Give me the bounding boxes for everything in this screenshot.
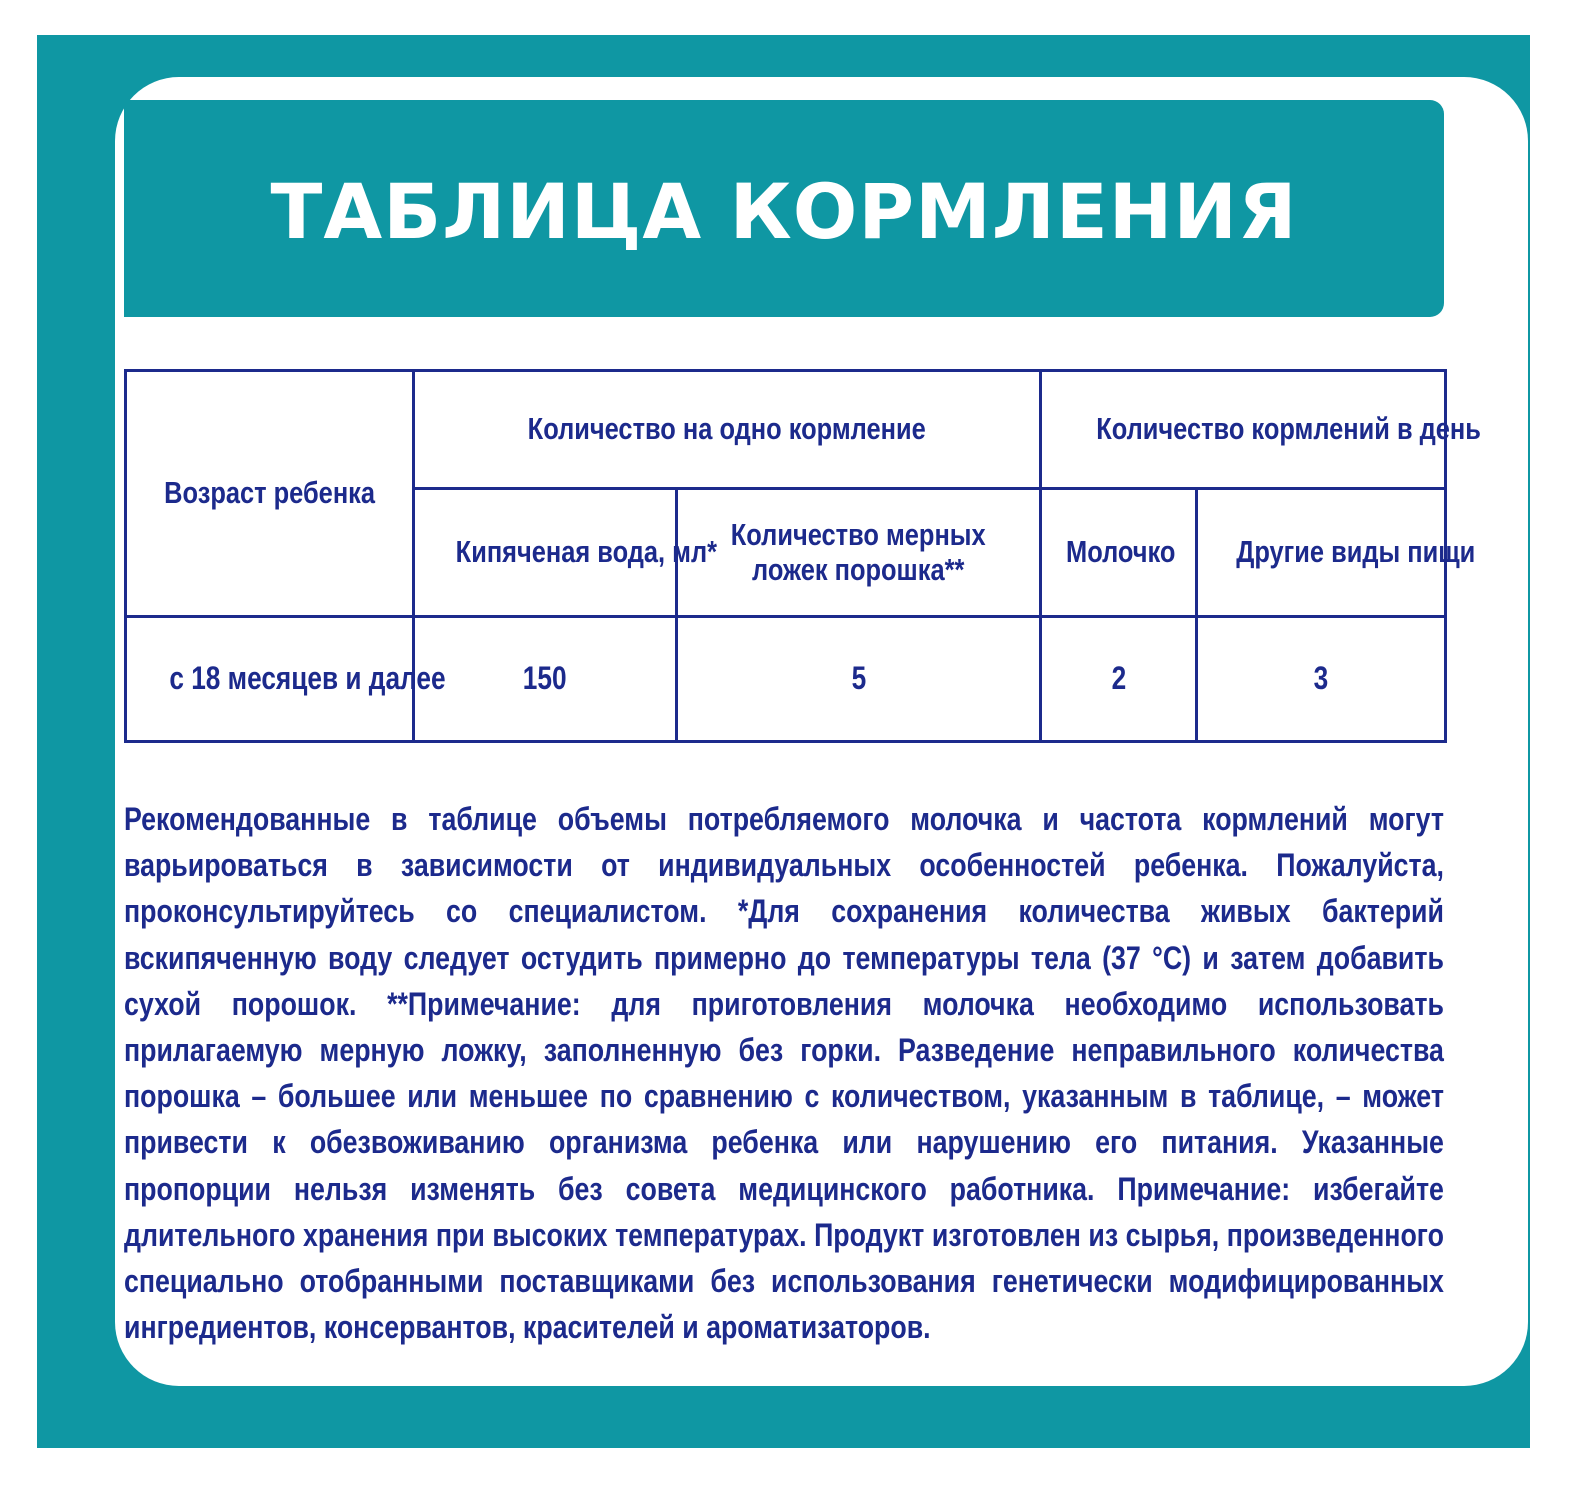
water-value: 150 — [523, 660, 567, 697]
other-food-header: Другие виды пищи — [1236, 534, 1476, 570]
age-cell — [126, 617, 446, 742]
age-header-cell — [126, 371, 414, 617]
spoons-value: 5 — [851, 660, 866, 697]
feeding-table — [124, 369, 1481, 743]
notes-paragraph — [124, 796, 1444, 1350]
title-banner — [124, 100, 1444, 317]
other-food-value: 3 — [1313, 660, 1329, 697]
water-header-cell — [414, 489, 718, 617]
page-title: ТАБЛИЦА КОРМЛЕНИЯ — [270, 167, 1298, 256]
milk-value: 2 — [1111, 660, 1126, 697]
milk-header-cell — [1041, 489, 1197, 617]
spoons-cell — [677, 617, 1041, 742]
other-food-cell — [1197, 617, 1446, 742]
table-row — [126, 617, 1446, 742]
feedings-per-day-header: Количество кормлений в день — [1096, 411, 1481, 447]
other-food-header-cell — [1197, 489, 1476, 617]
per-feeding-header: Количество на одно кормление — [527, 411, 927, 447]
notes-text: Рекомендованные в таблице объемы потребляемого молочка и частота кормлений могут варьироваться в зависимости от индивидуальных особенностей ребенка. Пожалуйста, проконсультируйтесь со специалистом. *Для сохранения количества живых бактерий вскипяченную воду следует остудить примерно до температуры тела (37 °С) и затем добавить сухой порошок. **Примечание: для приготовления молочка необходимо использовать прилагаемую мерную ложку, заполненную без горки. Разведение неправильного количества порошка – большее или меньшее по сравнению с количеством, указанным в таблице, – может привести к обезвоживанию организма ребенка или нарушению его питания. Указанные пропорции нельзя изменять без совета медицинского работника. Примечание: избегайте длительного хранения при высоких температурах. Продукт изготовлен из сырья, произведенного специально отобранными поставщиками без использования генетически модифицированных ингредиентов, консервантов, красителей и ароматизаторов. — [124, 801, 1444, 1346]
per-feeding-header-cell — [414, 371, 1041, 489]
age-header: Возраст ребенка — [164, 475, 375, 511]
age-value: с 18 месяцев и далее — [169, 660, 446, 697]
water-header: Кипяченая вода, мл* — [455, 534, 718, 570]
table-header-row — [126, 371, 1446, 489]
spoons-header-cell — [677, 489, 1041, 617]
spoons-header: Количество мерных ложек порошка** — [731, 516, 986, 587]
milk-header: Молочко — [1066, 534, 1176, 570]
feedings-per-day-header-cell — [1041, 371, 1481, 489]
water-cell — [414, 617, 677, 742]
milk-cell — [1041, 617, 1197, 742]
